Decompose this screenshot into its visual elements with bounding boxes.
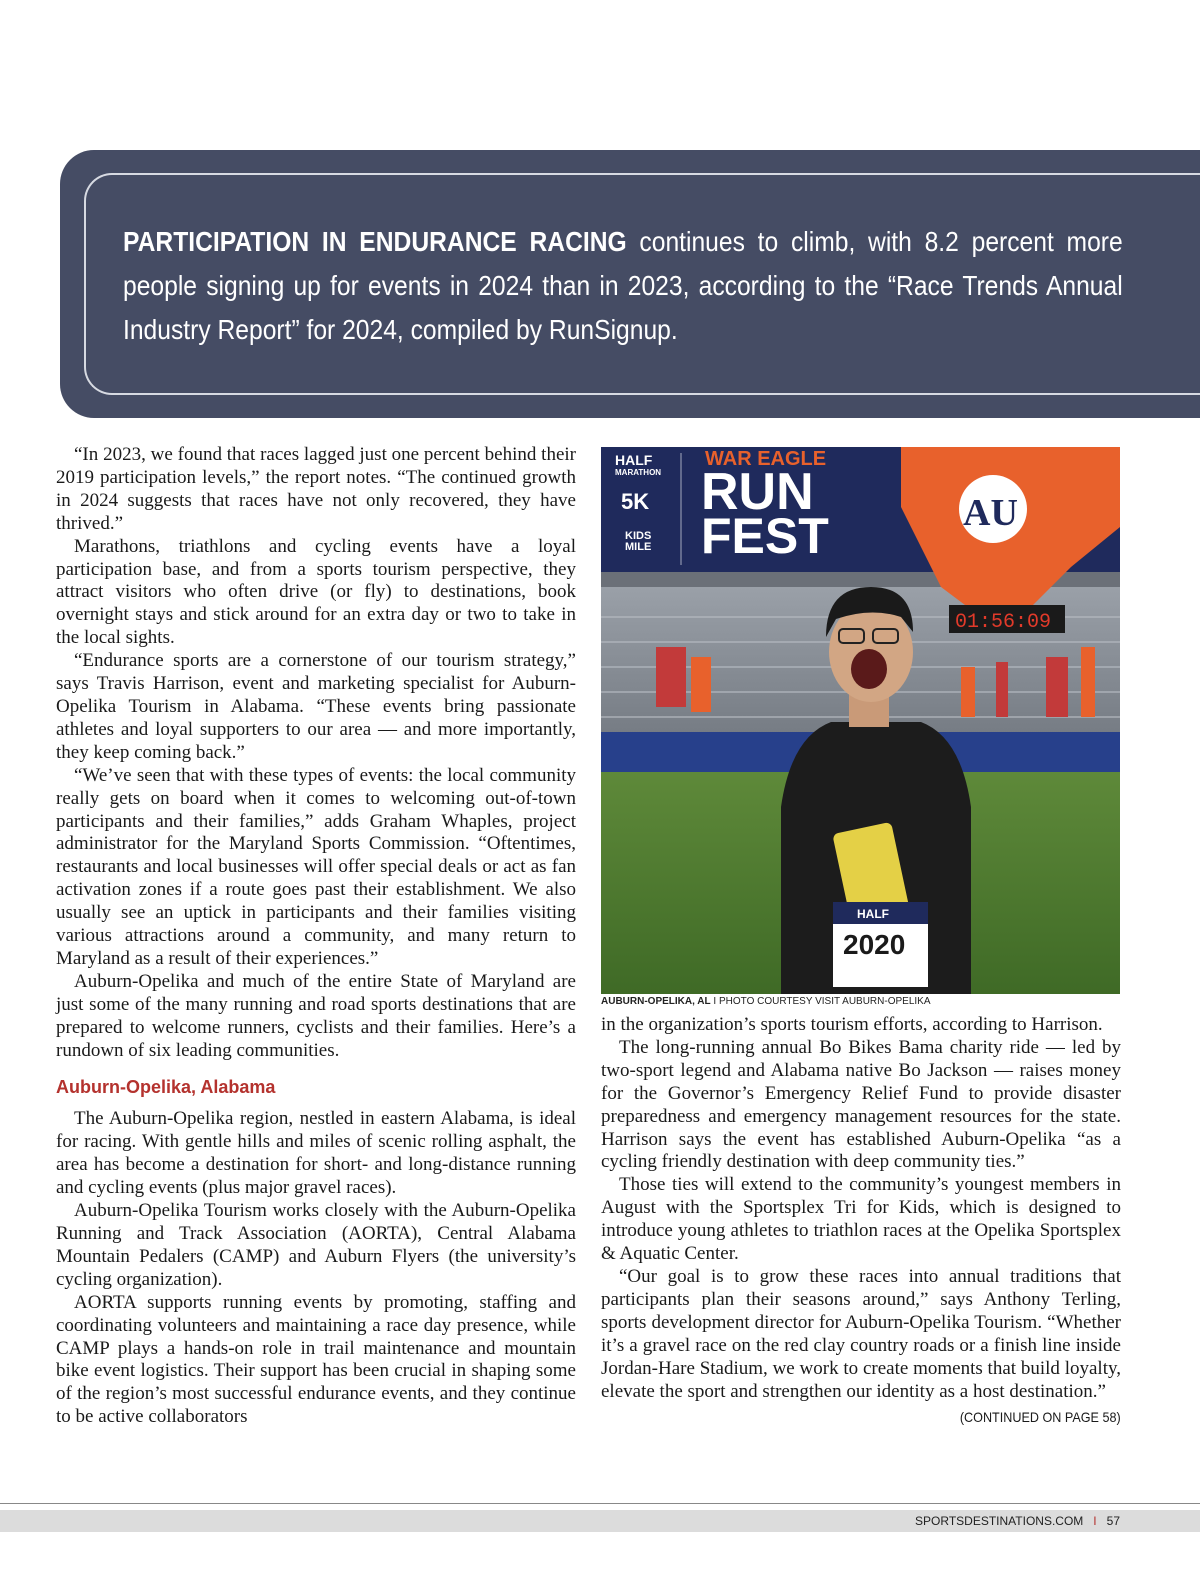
continued-notice: (CONTINUED ON PAGE 58) — [960, 1409, 1121, 1426]
paragraph — [601, 1265, 1121, 1426]
caption-separator: I — [710, 996, 719, 1007]
page-number: 57 — [1106, 1514, 1120, 1528]
banner-war-eagle: WAR EAGLE — [705, 448, 827, 470]
paragraph: The long-running annual Bo Bikes Bama charity ride — led by two-sport legend and Alabama native Bo Jackson — raises money for the Governor’s Emergency Relief Fund to provide disaster preparedness and emergency management resources for the state. Harrison says the event has established Auburn-Opelika “as a cycling friendly destination with deep community ties.” — [601, 1036, 1121, 1173]
paragraph: “Endurance sports are a cornerstone of our tourism strategy,” says Travis Harrison, event and marketing specialist for Auburn-Opelika Tourism in Alabama. “These events bring passionate athletes and loyal supporters to our area — and more importantly, they keep coming back.” — [56, 650, 576, 763]
paragraph: Those ties will extend to the community’s youngest members in August with the Sportsplex Tri for Kids, which is designed to introduce young athletes to triathlon races at the Opelika Sportsplex & Aquatic Center. — [601, 1174, 1121, 1265]
race-clock: 01:56:09 — [955, 611, 1052, 634]
paragraph: AORTA supports running events by promoting, staffing and coordinating volunteers and maintaining a race day presence, while CAMP plays a hands-on role in trail maintenance and mountain bike event logistics. Their support has been crucial in shaping some of the region’s most successful endurance events, and they continue to be active collaborators — [56, 1291, 576, 1428]
paragraph: Auburn-Opelika Tourism works closely with the Auburn-Opelika Running and Track Association (AORTA), Central Alabama Mountain Pedalers (CAMP) and Auburn Flyers (the university’s cycling organization). — [56, 1200, 576, 1290]
pullquote-lead: PARTICIPATION IN ENDURANCE RACING — [123, 226, 627, 257]
pullquote-text — [123, 220, 1123, 352]
page-footer — [915, 1512, 1120, 1530]
footer-site: SPORTSDESTINATIONS.COM — [915, 1514, 1084, 1528]
bib-label: HALF — [857, 907, 889, 921]
banner-fest: FEST — [701, 508, 829, 564]
footer-separator: I — [1093, 1514, 1097, 1528]
paragraph: Auburn-Opelika and much of the entire State of Maryland are just some of the many running and road sports destinations that are prepared to welcome runners, cyclists and their families. Here’s a rundown of six leading communities. — [56, 970, 576, 1061]
banner-label: MARATHON — [615, 468, 662, 477]
paragraph-text: “Our goal is to grow these races into annual traditions that participants plan their seasons around,” says Anthony Terling, sports development director for Auburn-Opelika Tourism. “Whether it’s a gravel race on the red clay country roads or a finish line inside Jordan-Hare Stadium, we work to create moments that build loyalty, elevate the sport and strengthen our identity as a host destination.” — [601, 1265, 1121, 1402]
race-photo — [601, 447, 1120, 994]
banner-run: RUN — [701, 463, 814, 521]
pullquote-rest: continues to climb, with 8.2 percent more people signing up for events in 2024 than in 2023, according to the “Race Trends Annual Industry Report” for 2024, compiled by RunSignup. — [123, 226, 1123, 345]
footer-rule — [0, 1503, 1200, 1504]
auburn-logo: AU — [963, 492, 1018, 534]
paragraph: in the organization’s sports tourism efforts, according to Harrison. — [601, 1014, 1103, 1035]
caption-location: AUBURN-OPELIKA, AL — [601, 996, 711, 1007]
paragraph: The Auburn-Opelika region, nestled in eastern Alabama, is ideal for racing. With gentle hills and miles of scenic rolling asphalt, the area has become a destination for short- and long-distance running and cycling events (plus major gravel races). — [56, 1108, 576, 1199]
section-heading: Auburn-Opelika, Alabama — [56, 1077, 276, 1098]
paragraph: “In 2023, we found that races lagged just one percent behind their 2019 participation levels,” the report notes. “The continued growth in 2024 suggests that races have not only recovered, they have thrived.” — [56, 444, 576, 534]
caption-credit: PHOTO COURTESY VISIT AUBURN-OPELIKA — [718, 996, 931, 1007]
banner-label: MILE — [625, 541, 652, 553]
bib-number: 2020 — [843, 929, 906, 960]
left-column — [56, 444, 576, 1429]
photo-caption — [601, 996, 1121, 1007]
paragraph: Marathons, triathlons and cycling events have a loyal participation base, and from a sports tourism perspective, they attract visitors who often drive (or fly) to destinations, book overnight stays and stick around for an extra day or two to take in the local sights. — [56, 535, 576, 649]
banner-label: KIDS — [625, 530, 652, 542]
banner-label: HALF — [615, 452, 653, 468]
right-column — [601, 1014, 1121, 1429]
paragraph: “We’ve seen that with these types of events: the local community really gets on board when it comes to welcoming out-of-town participants and their families,” adds Graham Whaples, project administrator for the Maryland Sports Commission. “Oftentimes, restaurants and local businesses will offer special deals or act as fan activation zones if a route goes past their establishment. We also usually see an uptick in participants and their families visiting various attractions around a community, and many return to Maryland as a result of their experiences.” — [56, 764, 576, 969]
banner-label: 5K — [621, 489, 650, 514]
